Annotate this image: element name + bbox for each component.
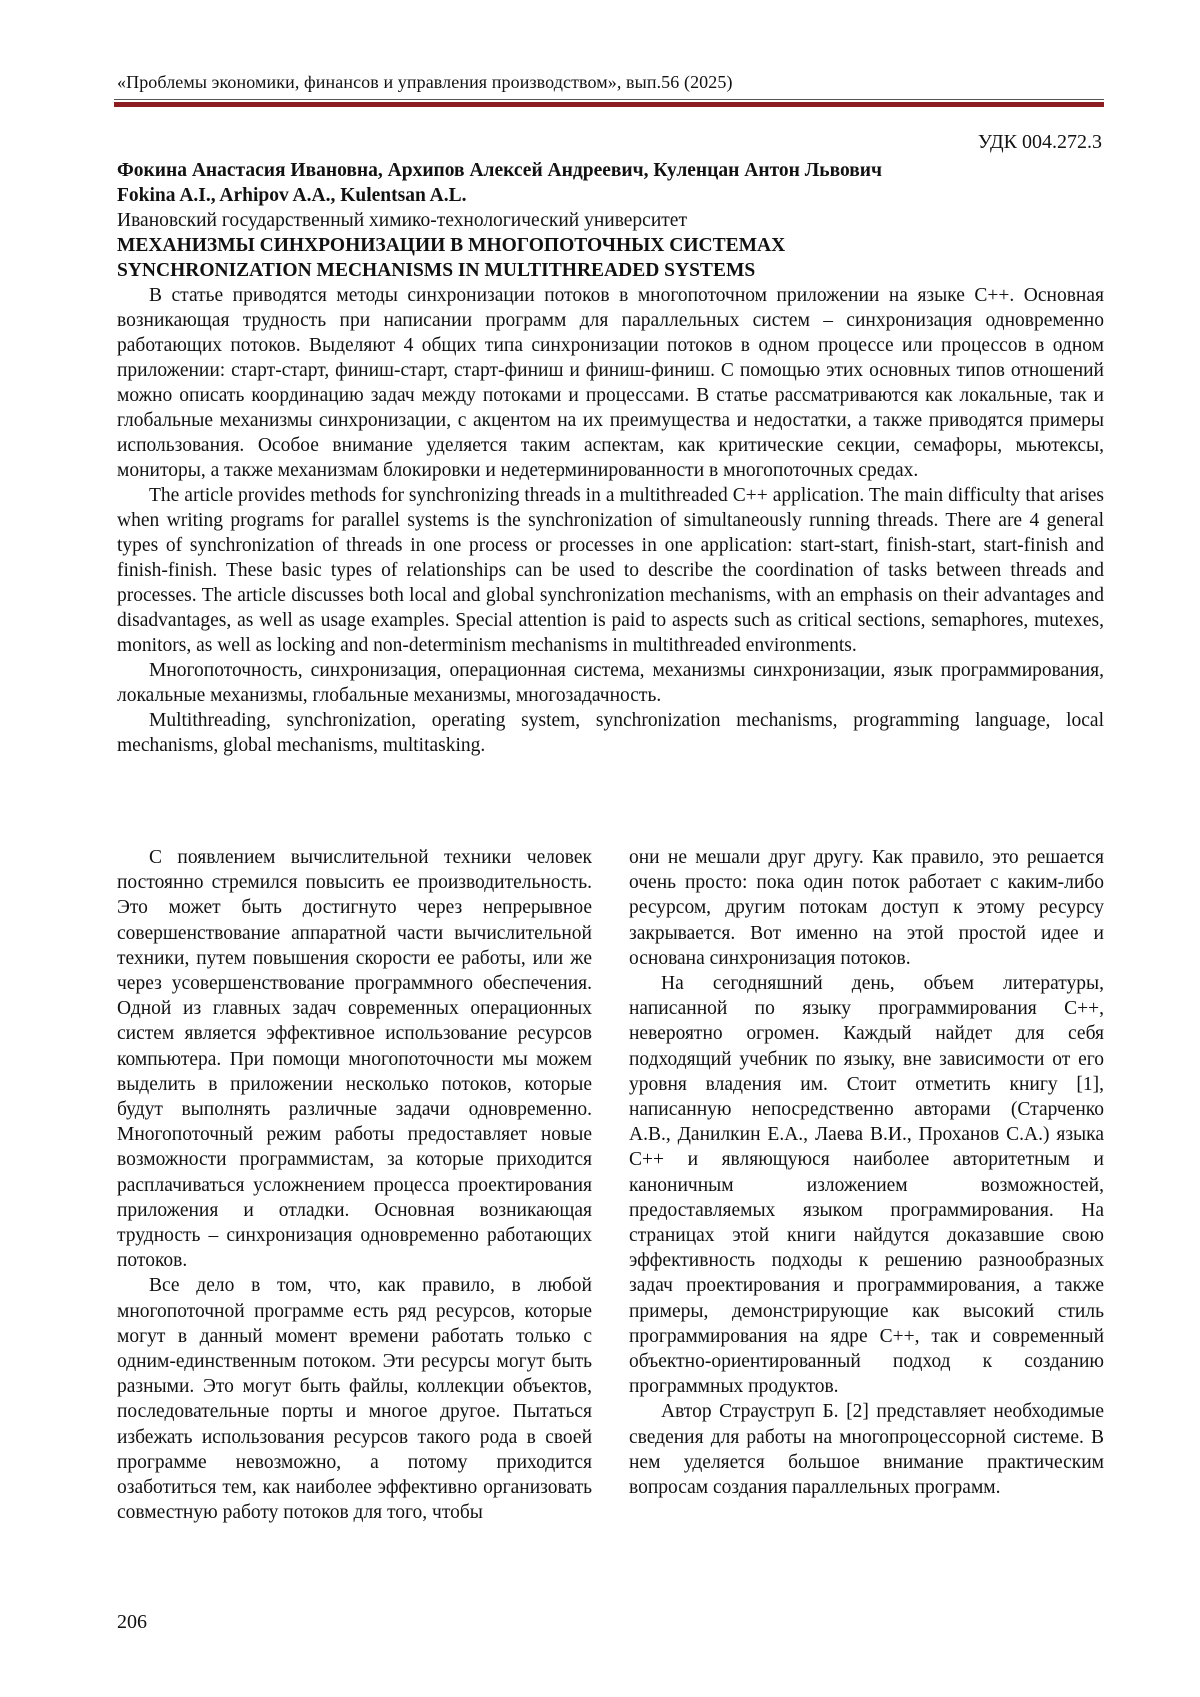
authors-en: Fokina A.I., Arhipov A.A., Kulentsan A.L. <box>117 185 467 206</box>
abstract-block <box>117 283 1104 758</box>
body-paragraph: На сегодняшний день, объем литературы, написанной по языку программирования С++, невероятно огромен. Каждый найдет для себя подходящий учебник по языку, вне зависимости от его уровня владения им. Стоит отметить книгу [1], написанную непосредственно авторами (Старченко А.В., Данилкин Е.А., Лаева В.И., Проханов С.А.) языка С++ и являющуюся наиболее авторитетным и каноничным изложением возможностей, предоставляемых языком программирования. На страницах этой книги найдутся доказавшие свою эффективность подходы к решению разнообразных задач проектирования и программирования, а также примеры, демонстрирующие как высокий стиль программирования на ядре С++, так и современный объектно-ориентированный подход к созданию программных продуктов. <box>629 973 1104 1398</box>
abstract-en: The article provides methods for synchronizing threads in a multithreaded C++ application. The main difficulty that arises when writing programs for parallel systems is the synchronization of simultaneously running threads. There are 4 general types of synchronization of threads in one process or processes in one application: start-start, finish-start, start-finish and finish-finish. These basic types of relationships can be used to describe the coordination of tasks between threads and processes. The article discusses both local and global synchronization mechanisms, with an emphasis on their advantages and disadvantages, as well as usage examples. Special attention is paid to aspects such as critical sections, semaphores, mutexes, monitors, as well as locking and non-determinism mechanisms in multithreaded environments. <box>117 485 1104 656</box>
header-rule-thin <box>114 99 1104 100</box>
abstract-ru: В статье приводятся методы синхронизации потоков в многопоточном приложении на языке С++. Основная возникающая трудность при написании программ для параллельных систем – синхронизация одновременно работающих потоков. Выделяют 4 общих типа синхронизации потоков в одном процессе или процессов в одном приложении: старт-старт, финиш-старт, старт-финиш и финиш-финиш. С помощью этих основных типов отношений можно описать координацию задач между потоками и процессами. В статье рассматриваются как локальные, так и глобальные механизмы синхронизации, с акцентом на их преимущества и недостатки, а также приводятся примеры использования. Особое внимание уделяется таким аспектам, как критические секции, семафоры, мьютексы, мониторы, а также механизмам блокировки и недетерминированности в многопоточных средах. <box>117 285 1104 481</box>
affiliation: Ивановский государственный химико-технологический университет <box>117 210 687 231</box>
title-en: SYNCHRONIZATION MECHANISMS IN MULTITHREADED SYSTEMS <box>117 260 756 281</box>
udk-code: УДК 004.272.3 <box>977 131 1102 153</box>
header-rule-thick <box>114 102 1104 107</box>
body-paragraph-continued: они не мешали друг другу. Как правило, это решается очень просто: пока один поток работает с каким-либо ресурсом, другим потокам доступ к этому ресурсу закрывается. Вот именно на этой простой идее и основана синхронизация потоков. <box>629 847 1104 969</box>
front-matter <box>117 158 1104 758</box>
keywords-ru: Многопоточность, синхронизация, операционная система, механизмы синхронизации, язык программирования, локальные механизмы, глобальные механизмы, многозадачность. <box>117 660 1104 706</box>
body-paragraph: С появлением вычислительной техники человек постоянно стремился повысить ее производительность. Это может быть достигнуто через непрерывное совершенствование аппаратной части вычислительной техники, путем повышения скорости ее работы, или же через усовершенствование программного обеспечения. Одной из главных задач современных операционных систем является эффективное использование ресурсов компьютера. При помощи многопоточности мы можем выделить в приложении несколько потоков, которые будут выполнять различные задачи одновременно. Многопоточный режим работы предоставляет новые возможности программистам, за которые приходится расплачиваться усложнением процесса проектирования приложения и отладки. Основная возникающая трудность – синхронизация одновременно работающих потоков. <box>117 847 592 1272</box>
body-paragraph: Автор Страуструп Б. [2] представляет необходимые сведения для работы на многопроцессорной системе. В нем уделяется большое внимание практическим вопросам создания параллельных программ. <box>629 1401 1104 1499</box>
title-ru: МЕХАНИЗМЫ СИНХРОНИЗАЦИИ В МНОГОПОТОЧНЫХ СИСТЕМАХ <box>117 235 786 256</box>
right-column <box>629 845 1104 1525</box>
body-columns <box>117 845 1104 1525</box>
running-head: «Проблемы экономики, финансов и управления производством», вып.56 (2025) <box>117 72 733 92</box>
left-column <box>117 845 592 1525</box>
page-number: 206 <box>117 1611 147 1633</box>
authors-ru: Фокина Анастасия Ивановна, Архипов Алексей Андреевич, Куленцан Антон Львович <box>117 160 883 181</box>
keywords-en: Multithreading, synchronization, operating system, synchronization mechanisms, programming language, local mechanisms, global mechanisms, multitasking. <box>117 710 1104 756</box>
body-paragraph: Все дело в том, что, как правило, в любой многопоточной программе есть ряд ресурсов, которые могут в данный момент времени работать только с одним-единственным потоком. Эти ресурсы могут быть разными. Это могут быть файлы, коллекции объектов, последовательные порты и многое другое. Пытаться избежать использования ресурсов такого рода в своей программе невозможно, а потому приходится озаботиться тем, как наиболее эффективно организовать совместную работу потоков для того, чтобы <box>117 1275 592 1524</box>
